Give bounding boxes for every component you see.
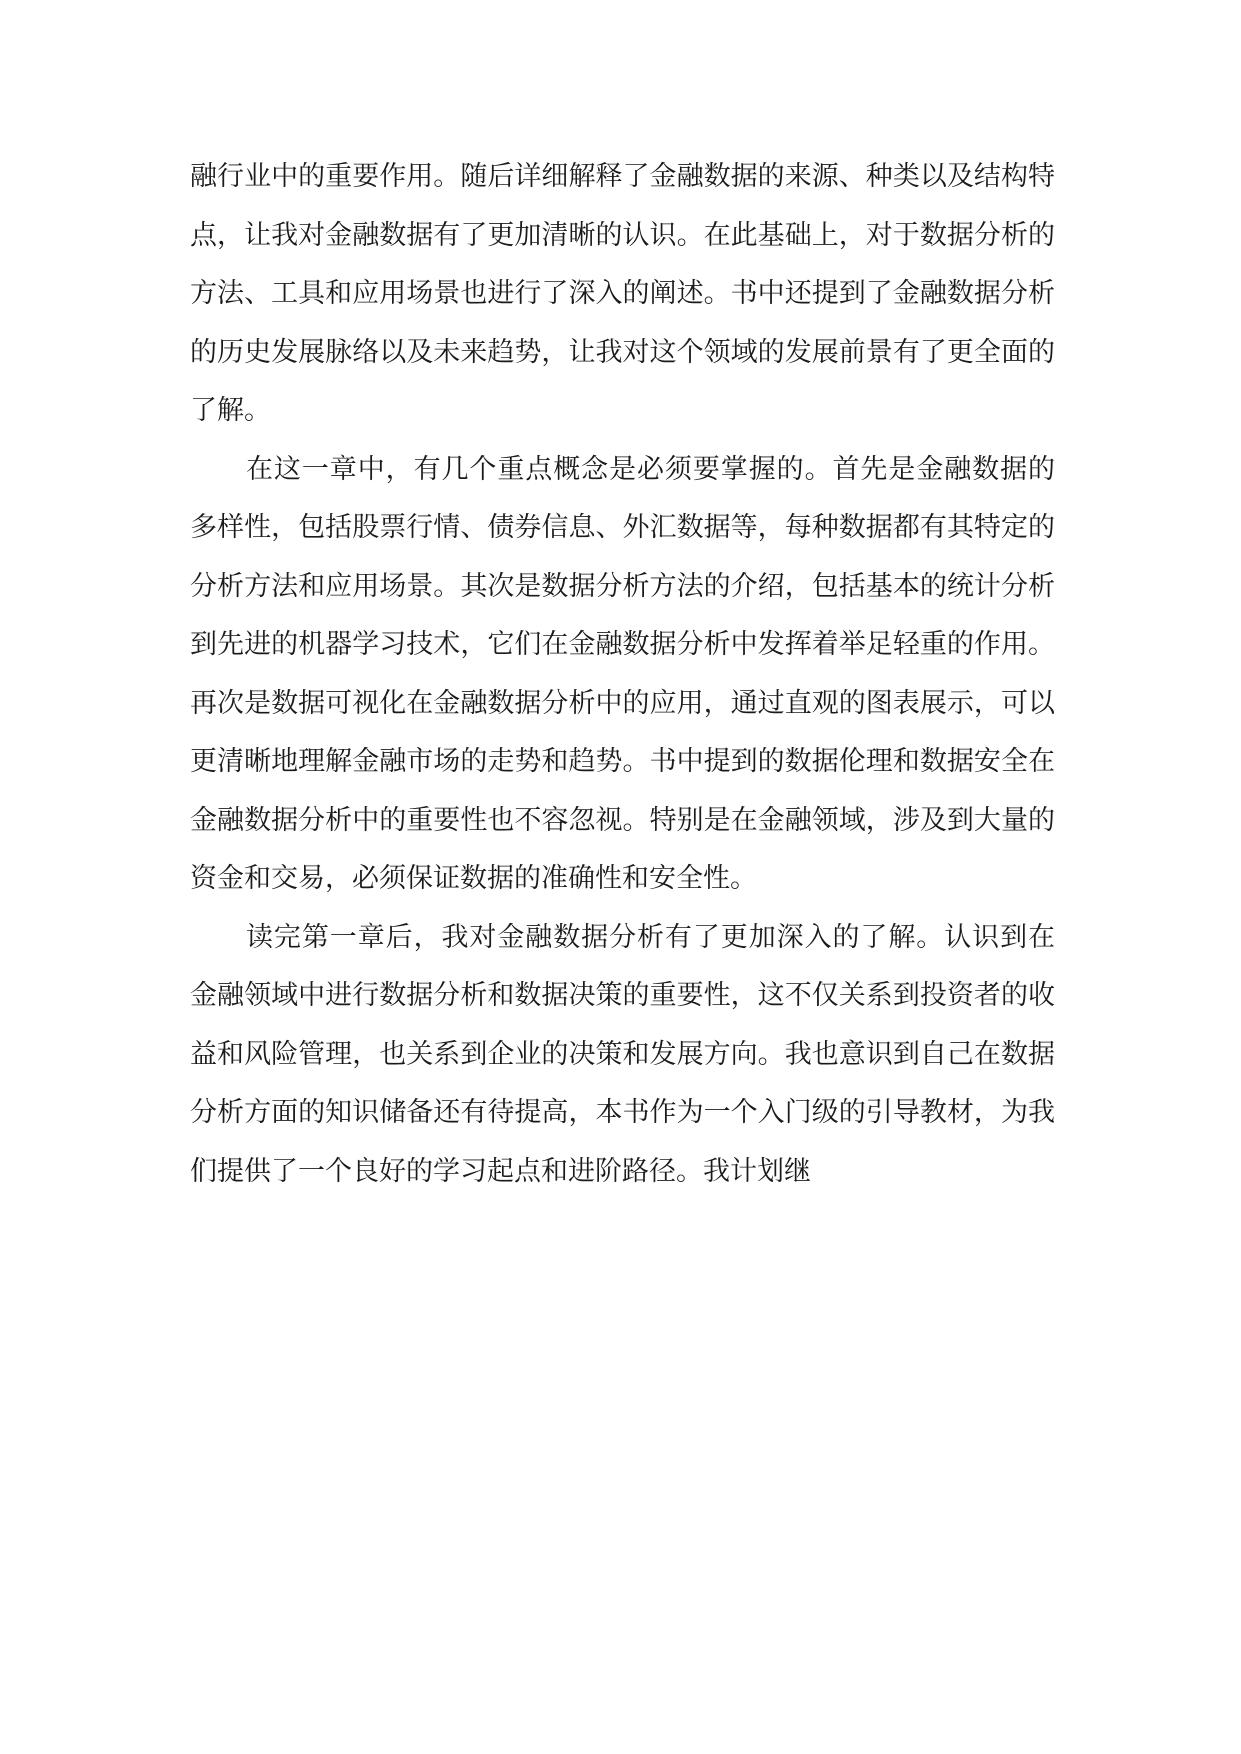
- body-text: [190, 148, 1055, 1201]
- paragraph-3: 读完第一章后，我对金融数据分析有了更加深入的了解。认识到在金融领域中进行数据分析和数据决策的重要性，这不仅关系到投资者的收益和风险管理，也关系到企业的决策和发展方向。我也意识到自己在数据分析方面的知识储备还有待提高，本书作为一个入门级的引导教材，为我们提供了一个良好的学习起点和进阶路径。我计划继: [190, 921, 1055, 1187]
- paragraph-1: 融行业中的重要作用。随后详细解释了金融数据的来源、种类以及结构特点，让我对金融数据有了更加清晰的认识。在此基础上，对于数据分析的方法、工具和应用场景也进行了深入的阐述。书中还提到了金融数据分析的历史发展脉络以及未来趋势，让我对这个领域的发展前景有了更全面的了解。: [190, 161, 1055, 426]
- paragraph-2: 在这一章中，有几个重点概念是必须要掌握的。首先是金融数据的多样性，包括股票行情、债券信息、外汇数据等，每种数据都有其特定的分析方法和应用场景。其次是数据分析方法的介绍，包括基本的统计分析到先进的机器学习技术，它们在金融数据分析中发挥着举足轻重的作用。再次是数据可视化在金融数据分析中的应用，通过直观的图表展示，可以更清晰地理解金融市场的走势和趋势。书中提到的数据伦理和数据安全在金融数据分析中的重要性也不容忽视。特别是在金融领域，涉及到大量的资金和交易，必须保证数据的准确性和安全性。: [190, 453, 1055, 894]
